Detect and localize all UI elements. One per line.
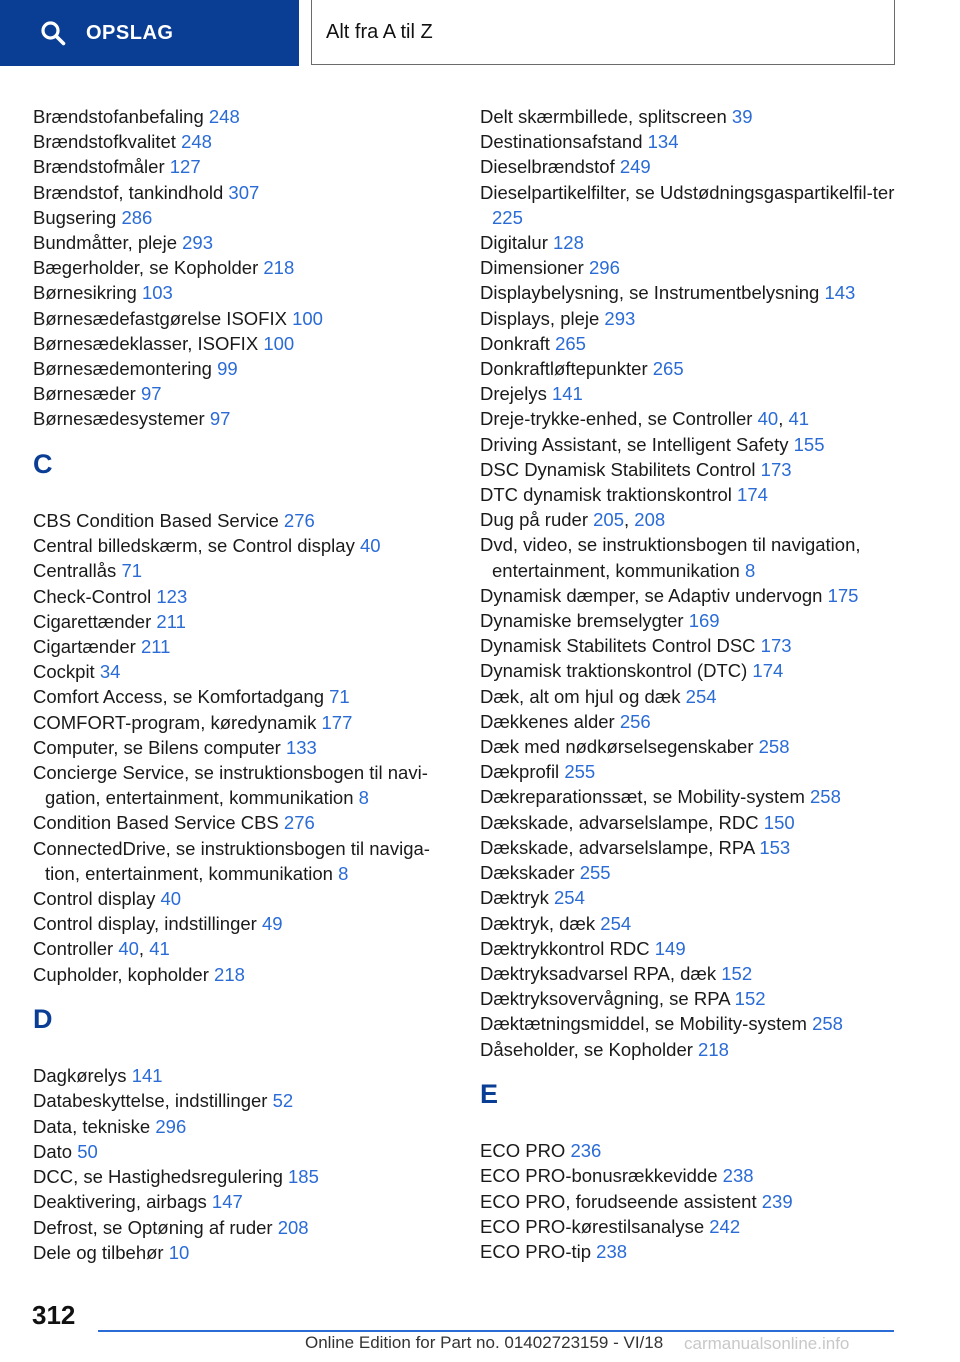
index-entry	[33, 962, 453, 987]
index-entry	[33, 760, 453, 810]
footer-divider	[98, 1330, 894, 1332]
page-reference-link[interactable]: 258	[758, 736, 790, 758]
index-entry-text: Dimensioner	[480, 257, 584, 279]
page-reference-link[interactable]: 40	[160, 888, 182, 910]
index-entry-text: Displaybelysning, se Instrumentbelysning	[480, 282, 820, 304]
index-entry	[33, 1215, 453, 1240]
page-reference-link[interactable]: 218	[214, 963, 245, 985]
index-entry	[480, 356, 900, 381]
index-entry	[33, 558, 453, 583]
page-reference-link[interactable]: 218	[698, 1038, 729, 1060]
search-tab-label: OPSLAG	[86, 21, 174, 44]
index-entry-text: Dæktætningsmiddel, se Mobility-system	[480, 1013, 807, 1035]
index-entry-text: Cigartænder	[33, 636, 136, 658]
page-reference-link[interactable]: 254	[554, 887, 585, 909]
page-reference-link[interactable]: 258	[812, 1013, 843, 1035]
index-entry-text: Control display	[33, 888, 156, 910]
page-number: 312	[32, 1300, 76, 1330]
page-reference-link[interactable]: 254	[685, 685, 717, 707]
index-entry-text: DSC Dynamisk Stabilitets Control	[480, 458, 756, 480]
index-entry	[33, 634, 453, 659]
page-reference-link[interactable]: 174	[752, 660, 784, 682]
index-entry-text: Børnesædesystemer	[33, 408, 205, 430]
page-reference-link[interactable]: 149	[654, 937, 686, 959]
index-entry-text: Dagkørelys	[33, 1065, 127, 1087]
page-reference-link[interactable]: 97	[140, 383, 162, 405]
page-reference-link[interactable]: 10	[168, 1241, 190, 1263]
page-reference-link[interactable]: 208	[634, 509, 666, 531]
index-entry-text: ConnectedDrive, se instruktionsbogen til naviga-tion, entertainment, kommunikation	[33, 837, 430, 884]
page-reference-link[interactable]: 40	[359, 535, 381, 557]
watermark: carmanualsonline.info	[684, 1334, 850, 1353]
index-entry	[480, 306, 900, 331]
page-reference-link[interactable]: 100	[263, 332, 295, 354]
index-entry-text: Bundmåtter, pleje	[33, 232, 177, 254]
page-reference-link[interactable]: 307	[228, 181, 260, 203]
page-reference-link[interactable]: 52	[272, 1090, 294, 1112]
index-entry-text: Centrallås	[33, 560, 117, 582]
page-reference-link[interactable]: 177	[321, 711, 353, 733]
page-reference-link[interactable]: 175	[827, 584, 859, 606]
index-entry	[33, 406, 453, 431]
index-entry-text: Dækskader	[480, 862, 575, 884]
index-entry-text: Børnesædeklasser, ISOFIX	[33, 332, 259, 354]
index-entry	[33, 381, 453, 406]
page-reference-link[interactable]: 41	[788, 408, 810, 430]
index-column-left	[33, 104, 453, 1265]
page-reference-link[interactable]: 276	[283, 812, 315, 834]
search-tab[interactable]	[0, 0, 299, 66]
index-entry-text: Dieselpartikelfilter, se Udstødningsgaspartikelfil-ter	[480, 181, 895, 203]
page-reference-link[interactable]: 238	[722, 1165, 754, 1187]
index-entry-text: DTC dynamisk traktionskontrol	[480, 484, 732, 506]
index-entry	[33, 306, 453, 331]
index-entry	[480, 936, 900, 961]
page-reference-link[interactable]: 71	[329, 686, 350, 708]
index-entry	[480, 759, 900, 784]
index-entry	[480, 154, 900, 179]
index-entry	[480, 1037, 900, 1062]
index-entry-text: Comfort Access, se Komfortadgang	[33, 686, 324, 708]
page-reference-link[interactable]: 50	[77, 1140, 98, 1162]
index-entry	[480, 1189, 900, 1214]
index-entry	[480, 482, 900, 507]
index-entry-text: Donkraft	[480, 332, 550, 354]
index-entry	[33, 1114, 453, 1139]
index-entry	[33, 533, 453, 558]
index-column-right	[480, 104, 900, 1264]
index-entry	[480, 734, 900, 759]
page-reference-link[interactable]: 71	[121, 560, 143, 582]
page-reference-link[interactable]: 265	[555, 332, 586, 354]
index-entry	[480, 885, 900, 910]
page-reference-link[interactable]: 293	[182, 232, 213, 254]
search-icon	[40, 20, 66, 46]
index-entry-text: Central billedskærm, se Control display	[33, 535, 355, 557]
page-reference-link[interactable]: 286	[121, 206, 153, 228]
index-entry-text: Drejelys	[480, 383, 547, 405]
index-entry	[33, 1164, 453, 1189]
index-entry	[33, 180, 453, 205]
page-reference-link[interactable]: 147	[211, 1191, 243, 1213]
page-reference-link[interactable]: 218	[263, 257, 295, 279]
page-reference-link[interactable]: 265	[652, 358, 684, 380]
index-entry-text: Control display, indstillinger	[33, 913, 257, 935]
index-entry-text: Dæktryk, dæk	[480, 912, 596, 934]
page-reference-link[interactable]: 100	[292, 307, 323, 329]
index-entry-text: Dæktrykkontrol RDC	[480, 937, 650, 959]
index-entry	[33, 810, 453, 835]
index-entry	[480, 280, 900, 305]
page-reference-link[interactable]: 41	[149, 938, 170, 960]
index-entry-text: Dele og tilbehør	[33, 1241, 164, 1263]
page-reference-link[interactable]: 242	[709, 1215, 741, 1237]
page-reference-link[interactable]: 8	[358, 787, 369, 809]
index-entry-text: ECO PRO-bonusrækkevidde	[480, 1165, 718, 1187]
page-reference-link[interactable]: 123	[156, 585, 188, 607]
index-entry	[480, 835, 900, 860]
index-entry	[480, 331, 900, 356]
index-entry	[33, 1240, 453, 1265]
index-entry	[33, 230, 453, 255]
index-entry	[33, 1189, 453, 1214]
index-entry-text: Concierge Service, se instruktionsbogen til navi-gation, entertainment, kommunikation	[33, 762, 428, 809]
page-reference-link[interactable]: 205	[593, 509, 624, 531]
index-entry	[480, 1239, 900, 1264]
page-reference-link[interactable]: 34	[99, 661, 121, 683]
index-entry-text: ECO PRO, forudseende assistent	[480, 1190, 757, 1212]
index-entry-text: Controller	[33, 938, 114, 960]
index-entry-text: Digitalur	[480, 232, 548, 254]
page-reference-link[interactable]: 208	[277, 1216, 309, 1238]
page-reference-link[interactable]: 143	[824, 282, 856, 304]
page-reference-link[interactable]: 153	[759, 836, 791, 858]
page-reference-link[interactable]: 40	[757, 408, 779, 430]
page-reference-link[interactable]: 173	[760, 458, 792, 480]
index-entry	[480, 1163, 900, 1188]
index-letter-heading: D	[33, 1003, 53, 1034]
section-title: Alt fra A til Z	[326, 20, 433, 43]
index-entry-text: DCC, se Hastighedsregulering	[33, 1166, 283, 1188]
index-entry: Dug på ruder 205, 208	[480, 509, 666, 531]
index-entry	[480, 255, 900, 280]
index-entry	[480, 709, 900, 734]
index-entry-text: Cupholder, kopholder	[33, 963, 209, 985]
index-entry-text: Dæk, alt om hjul og dæk	[480, 685, 681, 707]
page-reference-link[interactable]: 8	[338, 862, 349, 884]
index-entry-text: Dækreparationssæt, se Mobility-system	[480, 786, 805, 808]
page-reference-link[interactable]: 296	[155, 1115, 187, 1137]
page-reference-link[interactable]: 254	[600, 912, 632, 934]
section-title-tab[interactable]	[311, 0, 895, 65]
edition-footer: Online Edition for Part no. 01402723159 - VI/18	[305, 1333, 664, 1352]
index-entry	[480, 230, 900, 255]
index-entry	[480, 1011, 900, 1036]
index-entry-text: Bugsering	[33, 206, 117, 228]
page-reference-link[interactable]: 276	[283, 510, 315, 532]
page-reference-link[interactable]: 185	[288, 1166, 319, 1188]
page-reference-link[interactable]: 141	[551, 383, 583, 405]
index-entry	[33, 280, 453, 305]
index-entry	[33, 886, 453, 911]
index-entry	[480, 784, 900, 809]
index-entry-text: Dækskade, advarselslampe, RDC	[480, 811, 759, 833]
index-entry-text: Donkraftløftepunkter	[480, 358, 648, 380]
page-reference-link[interactable]: 256	[619, 710, 651, 732]
index-entry-text: Computer, se Bilens computer	[33, 736, 281, 758]
index-entry-text: ECO PRO-kørestilsanalyse	[480, 1215, 705, 1237]
index-entry-text: Dvd, video, se instruktionsbogen til navigation, entertainment, kommunikation	[480, 534, 861, 581]
index-letter-heading: C	[33, 448, 53, 479]
index-letter-heading: E	[480, 1078, 499, 1109]
index-entry-text: Cockpit	[33, 661, 95, 683]
index-entry-text: Brændstof, tankindhold	[33, 181, 224, 203]
page-reference-link[interactable]: 152	[734, 988, 766, 1010]
page-reference-link[interactable]: 99	[217, 358, 238, 380]
index-entry-text: Dækskade, advarselslampe, RPA	[480, 836, 755, 858]
page-reference-link[interactable]: 255	[579, 862, 611, 884]
index-entry	[480, 104, 900, 129]
index-entry-text: Dieselbrændstof	[480, 156, 615, 178]
index-entry	[33, 129, 453, 154]
page-reference-link[interactable]: 225	[492, 206, 523, 228]
index-entry-text: ECO PRO	[480, 1140, 566, 1162]
index-entry-text: Dæktryksovervågning, se RPA	[480, 988, 730, 1010]
page-reference-link[interactable]: 248	[208, 106, 240, 127]
index-entry	[33, 659, 453, 684]
index-entry-text: Dreje-trykke-enhed, se Controller	[480, 408, 753, 430]
page-reference-link[interactable]: 293	[604, 307, 636, 329]
page-reference-link[interactable]: 150	[763, 811, 795, 833]
index-entry-text: Dækprofil	[480, 761, 560, 783]
page-reference-link[interactable]: 133	[285, 736, 317, 758]
page-reference-link[interactable]: 155	[793, 433, 825, 455]
page-reference-link[interactable]: 296	[589, 257, 620, 279]
index-entry-text: Condition Based Service CBS	[33, 812, 279, 834]
page-reference-link[interactable]: 255	[564, 761, 596, 783]
page-reference-link[interactable]: 141	[131, 1065, 163, 1087]
index-entry	[33, 154, 453, 179]
index-entry	[480, 608, 900, 633]
index-entry-text: Data, tekniske	[33, 1115, 151, 1137]
page-reference-link[interactable]: 239	[761, 1190, 793, 1212]
index-entry: Controller 40, 41	[33, 938, 170, 960]
index-entry	[33, 331, 453, 356]
index-entry-text: ECO PRO-tip	[480, 1240, 592, 1262]
index-entry-text: Dæktryk	[480, 887, 549, 909]
page-reference-link[interactable]: 238	[596, 1240, 628, 1262]
index-entry	[33, 104, 453, 129]
index-entry	[33, 609, 453, 634]
index-entry	[480, 583, 900, 608]
index-entry	[480, 1214, 900, 1239]
page-reference-link[interactable]: 248	[181, 131, 212, 153]
index-entry	[480, 911, 900, 936]
index-entry-text: Børnesæder	[33, 383, 136, 405]
index-entry	[480, 633, 900, 658]
index-entry-text: COMFORT-program, køredynamik	[33, 711, 317, 733]
index-entry	[33, 735, 453, 760]
index-entry-text: Delt skærmbillede, splitscreen	[480, 106, 727, 127]
index-entry	[33, 710, 453, 735]
index-entry-text: Børnesædemontering	[33, 358, 212, 380]
page-reference-link[interactable]: 40	[118, 938, 139, 960]
index-entry	[480, 129, 900, 154]
page-reference-link[interactable]: 211	[156, 610, 186, 632]
index-entry	[480, 860, 900, 885]
index-entry-text: Dækkenes alder	[480, 710, 615, 732]
index-entry-text: Dug på ruder	[480, 509, 588, 531]
index-entry	[33, 1088, 453, 1113]
index-entry	[480, 961, 900, 986]
index-entry	[33, 911, 453, 936]
index-entry	[33, 356, 453, 381]
index-entry-text: Dæk med nødkørselsegenskaber	[480, 736, 754, 758]
page-reference-link[interactable]: 97	[209, 408, 231, 430]
index-entry	[480, 457, 900, 482]
page-reference-link[interactable]: 49	[261, 913, 283, 935]
index-entry-text: Defrost, se Optøning af ruder	[33, 1216, 273, 1238]
page-reference-link[interactable]: 39	[731, 106, 753, 127]
index-entry-text: Driving Assistant, se Intelligent Safety	[480, 433, 789, 455]
index-entry-text: Destinationsafstand	[480, 131, 643, 153]
index-entry-text: CBS Condition Based Service	[33, 510, 279, 532]
index-entry-text: Databeskyttelse, indstillinger	[33, 1090, 268, 1112]
index-entry-text: Brændstofmåler	[33, 156, 165, 178]
page-reference-link[interactable]: 236	[570, 1140, 602, 1162]
page-reference-link[interactable]: 103	[141, 282, 173, 304]
index-entry	[33, 1063, 453, 1088]
index-entry-text: Check-Control	[33, 585, 152, 607]
index-entry-text: Bægerholder, se Kopholder	[33, 257, 259, 279]
index-entry-text: Dynamisk Stabilitets Control DSC	[480, 635, 756, 657]
page-reference-link[interactable]: 249	[619, 156, 651, 178]
page-reference-link[interactable]: 134	[647, 131, 679, 153]
index-entry-text: Cigarettænder	[33, 610, 152, 632]
index-entry	[480, 1138, 900, 1163]
page-reference-link[interactable]: 169	[688, 610, 720, 632]
index-entry	[33, 508, 453, 533]
index-entry	[33, 1139, 453, 1164]
index-entry	[33, 584, 453, 609]
index-entry-text: Dæktryksadvarsel RPA, dæk	[480, 962, 717, 984]
page-reference-link[interactable]: 258	[810, 786, 841, 808]
page-reference-link[interactable]: 152	[721, 962, 753, 984]
index-entry-text: Dynamisk dæmper, se Adaptiv undervogn	[480, 584, 823, 606]
index-entry-text: Brændstofanbefaling	[33, 106, 204, 127]
index-entry-text: Dynamisk traktionskontrol (DTC)	[480, 660, 748, 682]
index-entry	[480, 432, 900, 457]
index-entry	[480, 180, 900, 230]
page-reference-link[interactable]: 127	[169, 156, 201, 178]
page-header	[0, 0, 960, 66]
index-entry	[480, 381, 900, 406]
index-entry	[480, 986, 900, 1011]
index-entry	[480, 810, 900, 835]
index-entry	[480, 532, 900, 582]
index-entry-text: Børnesikring	[33, 282, 137, 304]
page-reference-link[interactable]: 211	[140, 636, 171, 658]
index-entry-text: Brændstofkvalitet	[33, 131, 176, 153]
page-reference-link[interactable]: 174	[737, 484, 768, 506]
index-entry	[33, 255, 453, 280]
index-entry-text: Dynamiske bremselygter	[480, 610, 684, 632]
index-entry-text: Dato	[33, 1140, 73, 1162]
index-entry	[33, 684, 453, 709]
index-entry-text: Displays, pleje	[480, 307, 600, 329]
index-entry	[33, 836, 453, 886]
index-entry	[33, 205, 453, 230]
index-entry-text: Dåseholder, se Kopholder	[480, 1038, 693, 1060]
index-entry	[480, 684, 900, 709]
page-reference-link[interactable]: 173	[760, 635, 792, 657]
page-reference-link[interactable]: 8	[744, 559, 756, 581]
page-reference-link[interactable]: 128	[553, 232, 584, 254]
index-entry-text: Deaktivering, airbags	[33, 1191, 207, 1213]
index-entry-text: Børnesædefastgørelse ISOFIX	[33, 307, 287, 329]
index-entry	[480, 658, 900, 683]
index-entry: Dreje-trykke-enhed, se Controller 40, 41	[480, 408, 810, 430]
